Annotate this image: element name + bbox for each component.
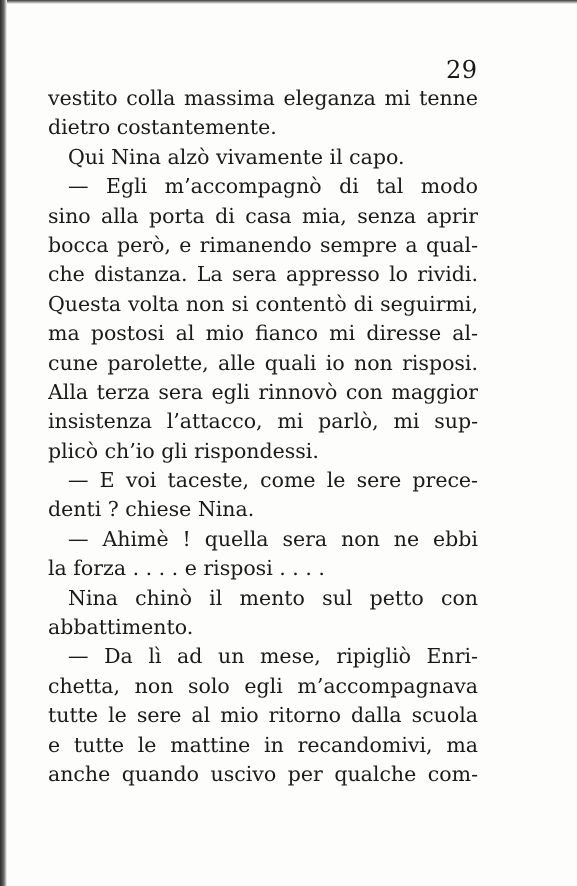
text-line: Nina chinò il mento sul petto con	[68, 585, 478, 610]
text-line: bocca però, e rimanendo sempre a qual-	[48, 232, 478, 257]
page-number: 29	[446, 56, 478, 84]
text-line: — E voi taceste, come le sere prece-	[68, 468, 478, 493]
body-text	[48, 84, 478, 789]
text-line: tutte le sere al mio ritorno dalla scuola	[48, 703, 478, 728]
text-line: sino alla porta di casa mia, senza aprir	[48, 203, 478, 228]
text-line: cune parolette, alle quali io non risposi.	[48, 350, 478, 375]
page-binding-edge	[0, 0, 7, 886]
text-line: Questa volta non si contentò di seguirmi,	[48, 291, 478, 316]
text-line: — Da lì ad un mese, ripigliò Enri-	[68, 644, 478, 669]
text-line: ma postosi al mio fianco mi diresse al-	[48, 321, 478, 346]
text-line: vestito colla massima eleganza mi tenne	[48, 86, 478, 110]
text-line: — Egli m’accompagnò di tal modo	[68, 174, 478, 199]
text-line: la forza . . . . e risposi . . . .	[48, 556, 325, 581]
text-line: abbattimento.	[48, 615, 194, 640]
text-line: dietro costantemente.	[48, 115, 277, 140]
text-line: insistenza l’attacco, mi parlò, mi sup-	[48, 409, 478, 434]
text-line: Qui Nina alzò vivamente il capo.	[68, 144, 405, 169]
text-line: anche quando uscivo per qualche com-	[48, 761, 478, 786]
page-top-edge	[0, 0, 577, 4]
text-line: Alla terza sera egli rinnovò con maggior	[48, 379, 478, 404]
text-line: denti ? chiese Nina.	[48, 497, 255, 522]
text-line: chetta, non solo egli m’accompagnava	[48, 673, 478, 698]
text-line: plicò ch’io gli rispondessi.	[48, 438, 319, 463]
text-line: e tutte le mattine in recandomivi, ma	[48, 732, 478, 757]
text-line: che distanza. La sera appresso lo rividi.	[48, 262, 478, 287]
text-line: — Ahimè ! quella sera non ne ebbi	[68, 526, 478, 551]
